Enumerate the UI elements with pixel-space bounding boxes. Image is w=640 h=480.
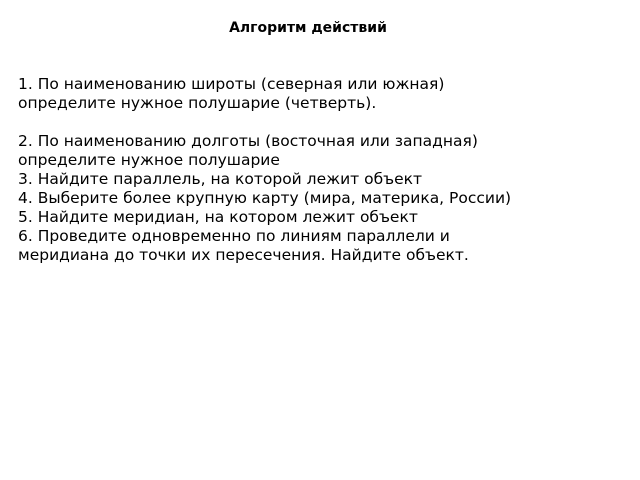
steps-list — [18, 75, 628, 265]
step-2-line-2: определите нужное полушарие — [18, 151, 280, 169]
step-4-line-1: 4. Выберите более крупную карту (мира, материка, России) — [18, 189, 512, 207]
step-2 — [18, 132, 628, 170]
step-1-line-1: 1. По наименованию широты (северная или южная) — [18, 75, 445, 93]
step-1 — [18, 75, 628, 113]
step-6-line-2: меридиана до точки их пересечения. Найдите объект. — [18, 246, 469, 264]
step-3 — [18, 170, 628, 189]
step-5 — [18, 208, 628, 227]
slide-title: Алгоритм действий — [229, 20, 387, 36]
step-6 — [18, 227, 628, 265]
step-4 — [18, 189, 628, 208]
step-6-line-1: 6. Проведите одновременно по линиям параллели и — [18, 227, 450, 245]
step-1-line-2: определите нужное полушарие (четверть). — [18, 94, 377, 112]
step-2-line-1: 2. По наименованию долготы (восточная или западная) — [18, 132, 478, 150]
step-5-line-1: 5. Найдите меридиан, на котором лежит объект — [18, 208, 418, 226]
step-3-line-1: 3. Найдите параллель, на которой лежит объект — [18, 170, 423, 188]
